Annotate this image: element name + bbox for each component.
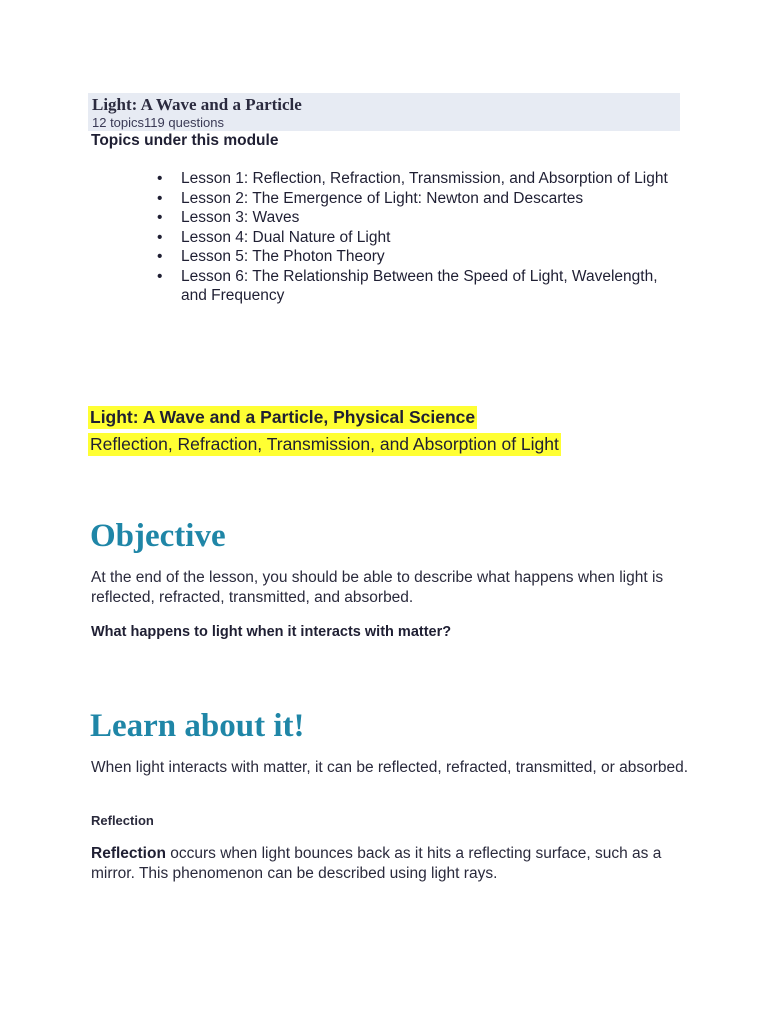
bullet-icon: • [157,267,163,285]
lesson-label: Lesson 6: The Relationship Between the Speed of Light, Wavelength, and Frequency [181,267,658,304]
lesson-label: Lesson 4: Dual Nature of Light [181,228,391,246]
module-header [88,93,680,131]
reflection-term: Reflection [91,845,166,862]
highlighted-title-text: Light: A Wave and a Particle, Physical Science [90,407,476,427]
bullet-icon: • [157,209,163,226]
lesson-label: Lesson 5: The Photon Theory [181,248,385,265]
topics-heading: Topics under this module [91,132,279,149]
objective-text: At the end of the lesson, you should be able to describe what happens when light is reflected, refracted, transmitted, and absorbed. [91,569,664,606]
lesson-item [155,169,675,189]
lesson-item [155,267,675,306]
module-title: Light: A Wave and a Particle [92,95,302,114]
guiding-question: What happens to light when it interacts with matter? [91,624,452,640]
highlighted-subtitle [88,433,561,456]
highlighted-subtitle-text: Reflection, Refraction, Transmission, and Absorption of Light [90,434,559,454]
module-meta: 12 topics119 questions [92,115,225,130]
bullet-icon: • [157,189,163,207]
bullet-icon: • [157,170,163,187]
bullet-icon: • [157,228,163,246]
lesson-label: Lesson 1: Reflection, Refraction, Transmission, and Absorption of Light [181,170,668,187]
lesson-item [155,247,675,267]
lesson-list [155,169,675,306]
lesson-label: Lesson 3: Waves [181,209,300,226]
highlighted-title [88,406,477,429]
reflection-subheading: Reflection [91,813,154,828]
learn-text: When light interacts with matter, it can be reflected, refracted, transmitted, or absorbed. [91,759,689,776]
lesson-item [155,189,675,209]
reflection-paragraph [91,844,691,883]
lesson-item [155,228,675,248]
lesson-item [155,208,675,228]
lesson-label: Lesson 2: The Emergence of Light: Newton and Descartes [181,189,584,207]
objective-heading: Objective [90,518,226,554]
learn-heading: Learn about it! [90,708,305,744]
bullet-icon: • [157,248,163,265]
reflection-definition: occurs when light bounces back as it hits a reflecting surface, such as a mirror. This phenomenon can be described using light rays. [91,845,662,882]
